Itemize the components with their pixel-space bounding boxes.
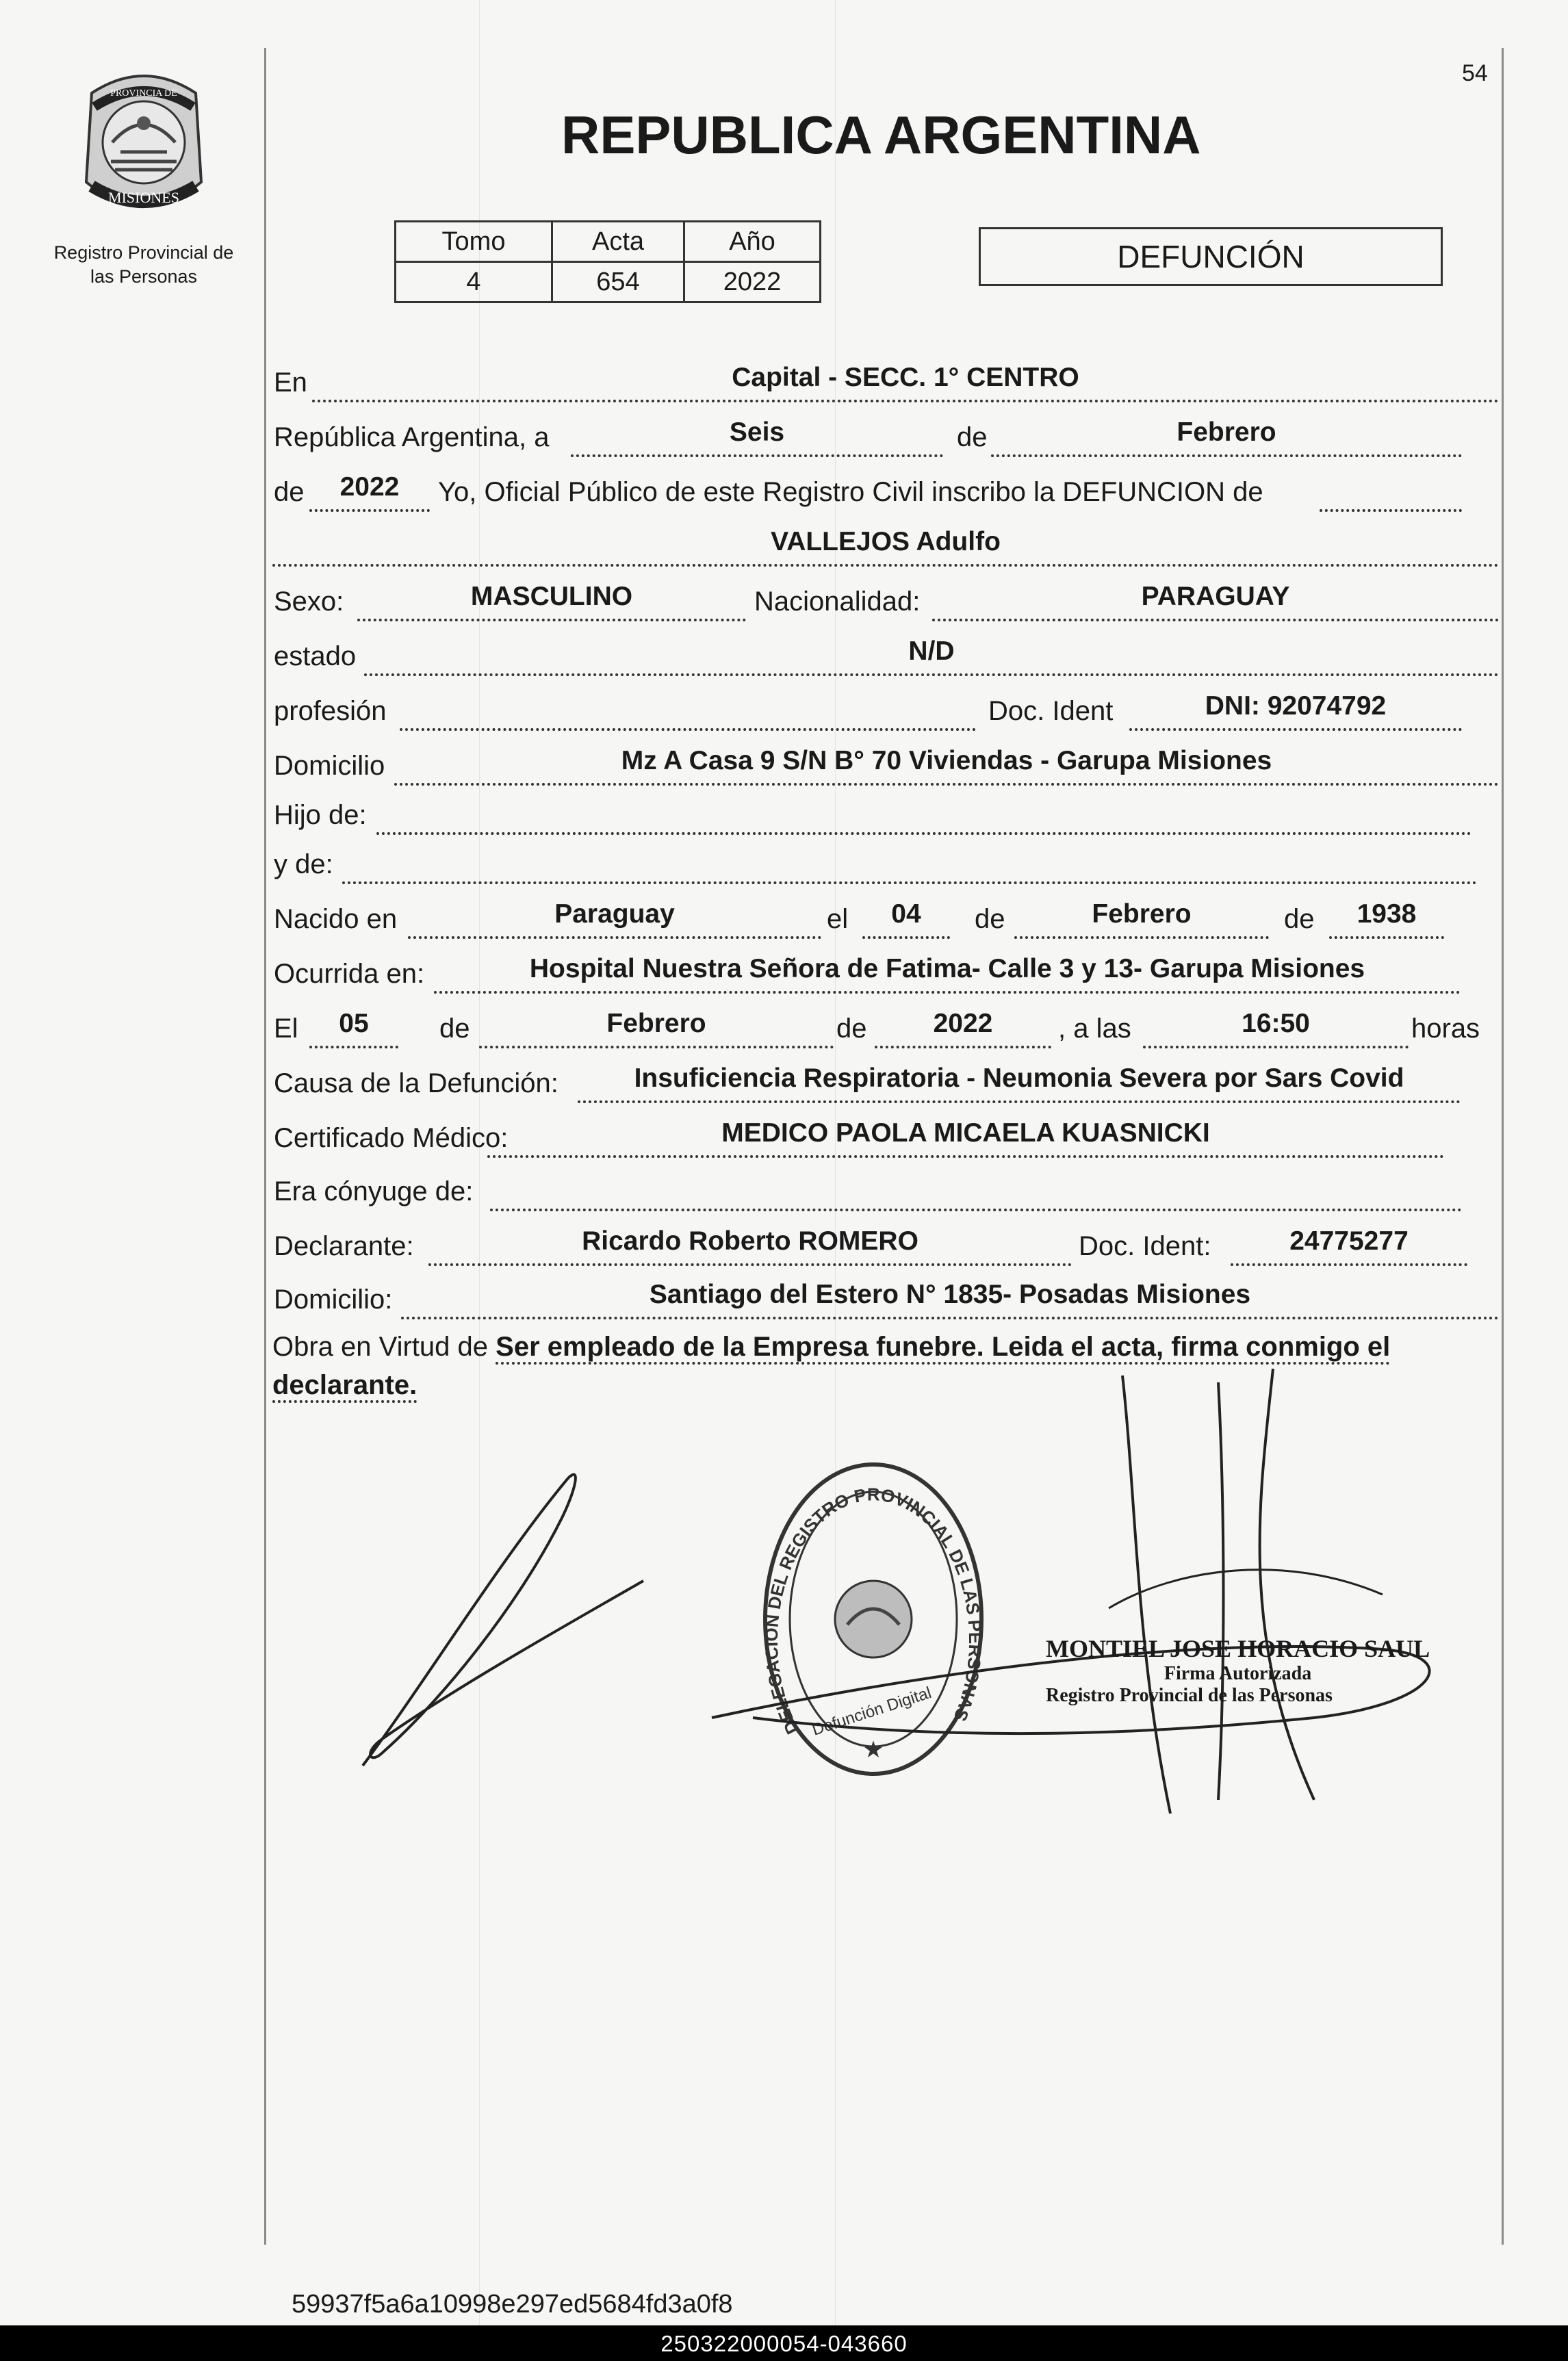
day-value: Seis	[729, 417, 785, 447]
estado-value: N/D	[908, 636, 955, 666]
domicilio2-value: Santiago del Estero N° 1835- Posadas Misiones	[649, 1280, 1251, 1309]
en-label: En	[274, 367, 307, 398]
birth-month: Febrero	[1092, 899, 1192, 929]
obra-value-line1: Ser empleado de la Empresa funebre. Leida el acta, firma conmigo el	[496, 1332, 1390, 1365]
acta-header: Acta	[552, 222, 684, 262]
death-time-field	[1143, 1005, 1409, 1048]
conyuge-field	[490, 1167, 1462, 1211]
horas-label: horas	[1411, 1014, 1480, 1044]
tomo-value: 4	[396, 262, 552, 302]
record-type-box: DEFUNCIÓN	[979, 227, 1443, 286]
death-day-field	[309, 1005, 398, 1048]
sexo-field	[357, 578, 746, 621]
paper-fold-line	[835, 0, 836, 2325]
svg-text:PROVINCIA DE: PROVINCIA DE	[110, 88, 177, 99]
certificado-label: Certificado Médico:	[274, 1123, 509, 1153]
birth-day: 04	[891, 899, 921, 929]
de-year-label: de	[274, 477, 305, 507]
birth-day-field	[862, 895, 950, 939]
profesion-field	[400, 687, 976, 731]
birth-year-field	[1329, 895, 1444, 939]
row-fecha	[272, 416, 1568, 457]
doc-ident2-value: 24775277	[1289, 1226, 1409, 1256]
nacido-field	[408, 895, 821, 939]
doc-ident-value: DNI: 92074792	[1205, 691, 1387, 721]
left-margin-line	[264, 48, 266, 2245]
deceased-name: VALLEJOS Adulfo	[771, 527, 1001, 556]
document-title: REPUBLICA ARGENTINA	[561, 105, 1201, 165]
name-field	[272, 523, 1499, 567]
registry-caption: Registro Provincial de las Personas	[53, 242, 234, 287]
row-certificado	[272, 1117, 1568, 1158]
barcode-text: 250322000054-043660	[660, 2331, 908, 2356]
en-value: Capital - SECC. 1° CENTRO	[732, 363, 1079, 392]
domicilio2-label: Domicilio:	[274, 1285, 393, 1315]
estado-field	[364, 632, 1499, 676]
doc-ident2-label: Doc. Ident:	[1079, 1231, 1211, 1261]
de-label: de	[957, 422, 988, 452]
year-field	[309, 468, 430, 512]
signer-name: MONTIEL JOSE HORACIO SAUL	[1046, 1635, 1430, 1662]
causa-label: Causa de la Defunción:	[274, 1068, 558, 1098]
death-month: Febrero	[606, 1009, 706, 1038]
doc-ident-label: Doc. Ident	[988, 696, 1114, 726]
page-number: 54	[1462, 60, 1488, 86]
document-hash: 59937f5a6a10998e297ed5684fd3a0f8	[292, 2290, 733, 2319]
ocurrida-field	[434, 950, 1461, 994]
de-birth-year-label: de	[1284, 904, 1315, 934]
en-field	[312, 359, 1499, 402]
ocurrida-value: Hospital Nuestra Señora de Fatima- Calle 3 y 13- Garupa Misiones	[529, 954, 1365, 983]
oficial-text: Yo, Oficial Público de este Registro Civil inscribo la DEFUNCION de	[438, 477, 1263, 507]
certificado-value: MEDICO PAOLA MICAELA KUASNICKI	[721, 1118, 1210, 1148]
hijo-field	[376, 791, 1471, 835]
birth-year: 1938	[1357, 899, 1417, 929]
el-label: el	[827, 904, 849, 934]
de-death-year-label: de	[836, 1014, 867, 1044]
month-field	[991, 413, 1462, 457]
de-birth-label: de	[975, 904, 1005, 934]
row-domicilio2	[272, 1278, 1568, 1319]
row-name	[272, 526, 1568, 567]
anio-header: Año	[684, 222, 821, 262]
row-fecha-defuncion	[272, 1007, 1568, 1048]
row-oficial	[272, 471, 1568, 512]
doc-ident2-field	[1231, 1222, 1467, 1266]
declarante-signature	[342, 1465, 657, 1779]
barcode-strip	[0, 2325, 1568, 2361]
row-domicilio	[272, 745, 1568, 786]
month-value: Febrero	[1177, 417, 1276, 447]
signer-title: Firma Autorizada	[1164, 1663, 1312, 1684]
provincia-misiones-seal-icon	[71, 66, 216, 224]
row-en	[272, 361, 1568, 402]
yde-field	[342, 840, 1477, 884]
row-nacido	[272, 898, 1568, 939]
paper-fold-line	[479, 0, 480, 2325]
nacionalidad-field	[932, 578, 1499, 621]
row-ocurrida	[272, 953, 1568, 994]
domicilio-label: Domicilio	[274, 751, 385, 781]
row-conyuge	[272, 1170, 1568, 1211]
hijo-label: Hijo de:	[274, 800, 367, 830]
causa-value: Insuficiencia Respiratoria - Neumonia Severa por Sars Covid	[634, 1063, 1404, 1093]
yde-label: y de:	[274, 849, 333, 879]
death-time: 16:50	[1242, 1009, 1310, 1038]
row-yde	[272, 843, 1568, 884]
svg-text:★: ★	[862, 1737, 884, 1763]
signer-office: Registro Provincial de las Personas	[1046, 1685, 1333, 1706]
svg-text:DELEGACION DEL REGISTRO PROVIN: DELEGACION DEL REGISTRO PROVINCIAL DE LAS PERSONAS	[760, 1484, 986, 1738]
de-death-label: de	[439, 1014, 470, 1044]
domicilio-field	[394, 742, 1499, 786]
causa-field	[578, 1059, 1461, 1103]
row-sexo	[272, 580, 1568, 621]
row-causa	[272, 1062, 1568, 1103]
row-estado	[272, 635, 1568, 676]
domicilio-value: Mz A Casa 9 S/N B° 70 Viviendas - Garupa Misiones	[621, 746, 1272, 775]
day-field	[571, 413, 943, 457]
anio-value: 2022	[684, 262, 821, 302]
certificado-field	[487, 1114, 1444, 1158]
birth-month-field	[1014, 895, 1269, 939]
declarante-value: Ricardo Roberto ROMERO	[582, 1226, 918, 1256]
oficial-trailing-field	[1320, 468, 1462, 512]
doc-ident-field	[1129, 687, 1462, 731]
nacido-value: Paraguay	[554, 899, 675, 929]
year-value: 2022	[339, 472, 400, 502]
svg-text:MISIONES: MISIONES	[108, 189, 179, 206]
row-hijo	[272, 794, 1568, 835]
sexo-value: MASCULINO	[470, 582, 633, 611]
tomo-header: Tomo	[396, 222, 552, 262]
El-label: El	[274, 1014, 298, 1044]
row-profesion	[272, 690, 1568, 731]
record-table	[394, 220, 821, 303]
profesion-label: profesión	[274, 696, 387, 726]
obra-label: Obra en Virtud de	[272, 1332, 489, 1362]
domicilio2-field	[401, 1276, 1499, 1319]
declarante-label: Declarante:	[274, 1231, 414, 1261]
acta-value: 654	[552, 262, 684, 302]
ocurrida-label: Ocurrida en:	[274, 959, 425, 989]
death-month-field	[479, 1005, 834, 1048]
signature-block	[1046, 1634, 1430, 1707]
sexo-label: Sexo:	[274, 586, 344, 617]
declarante-field	[428, 1222, 1072, 1266]
svg-text:Defunción Digital: Defunción Digital	[810, 1683, 934, 1740]
conyuge-label: Era cónyuge de:	[274, 1176, 474, 1207]
nacionalidad-label: Nacionalidad:	[754, 586, 921, 617]
death-year: 2022	[933, 1009, 993, 1038]
a-las-label: , a las	[1058, 1014, 1131, 1044]
death-year-field	[875, 1005, 1051, 1048]
death-day: 05	[339, 1009, 369, 1038]
republica-label: República Argentina, a	[274, 422, 550, 452]
row-declarante	[272, 1225, 1568, 1266]
official-signature	[698, 1362, 1465, 1827]
nacionalidad-value: PARAGUAY	[1141, 582, 1290, 611]
obra-value-line2: declarante.	[272, 1370, 417, 1403]
estado-label: estado	[274, 641, 357, 671]
nacido-label: Nacido en	[274, 904, 398, 934]
